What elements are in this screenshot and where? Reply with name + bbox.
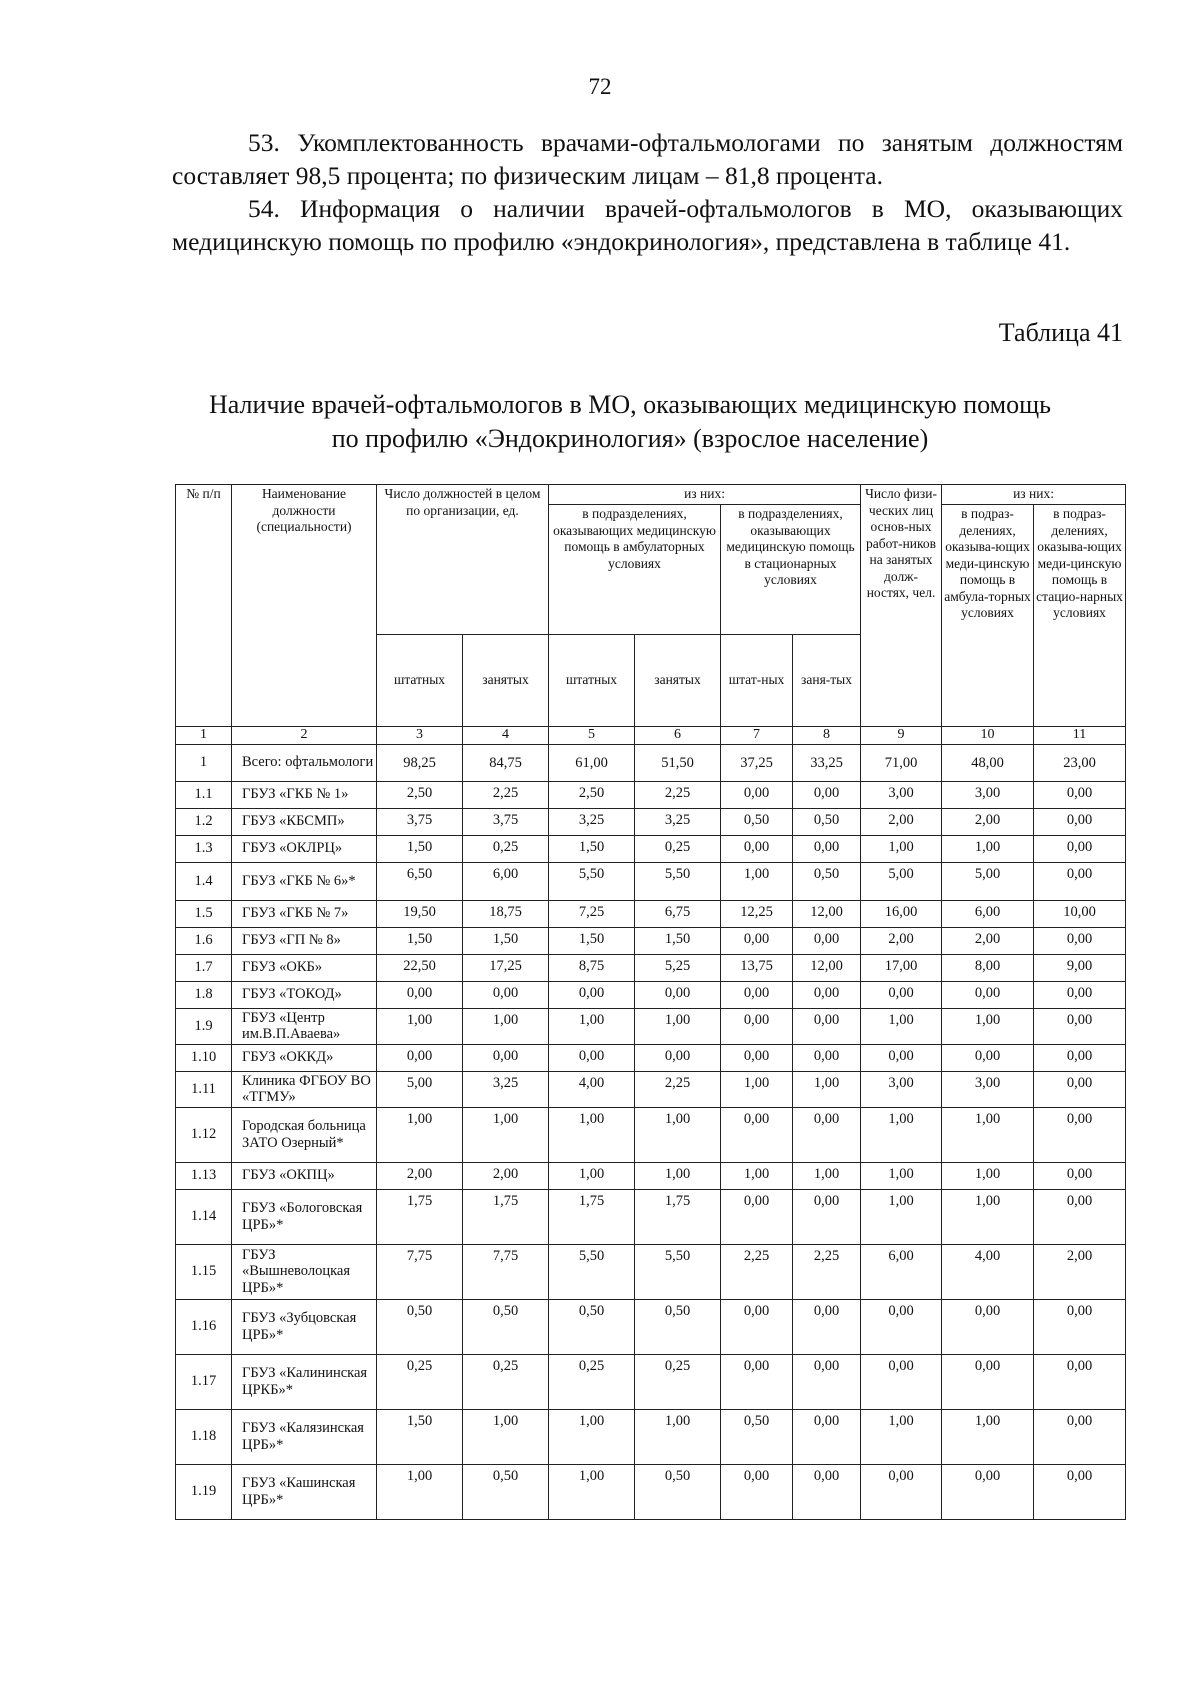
row-value: 0,50 [635, 1464, 721, 1519]
row-value: 1,50 [549, 927, 635, 954]
row-name: ГБУЗ «ОКЛРЦ» [232, 835, 377, 862]
row-value: 2,00 [861, 927, 942, 954]
row-value: 0,00 [1034, 835, 1126, 862]
table-row [176, 1071, 1126, 1107]
row-value: 0,00 [793, 1299, 861, 1354]
row-value: 6,50 [377, 862, 463, 900]
column-number: 5 [549, 727, 635, 745]
row-value: 0,50 [377, 1299, 463, 1354]
row-value: 1,00 [377, 1008, 463, 1044]
row-name: ГБУЗ «Бологовская ЦРБ»* [232, 1189, 377, 1244]
row-value: 12,00 [793, 954, 861, 981]
row-value: 1,75 [549, 1189, 635, 1244]
row-name: ГБУЗ «Кашинская ЦРБ»* [232, 1464, 377, 1519]
row-value: 0,00 [1034, 1354, 1126, 1409]
column-number: 2 [232, 727, 377, 745]
row-value: 0,00 [793, 981, 861, 1008]
row-value: 1,00 [635, 1409, 721, 1464]
header-occupied: занятых [635, 635, 721, 727]
row-value: 19,50 [377, 900, 463, 927]
column-number: 3 [377, 727, 463, 745]
table-row [176, 1299, 1126, 1354]
row-value: 1,00 [861, 1162, 942, 1189]
row-value: 1,00 [942, 1189, 1034, 1244]
row-value: 0,00 [1034, 927, 1126, 954]
row-value: 12,25 [721, 900, 793, 927]
column-number: 6 [635, 727, 721, 745]
row-value: 1,00 [793, 1162, 861, 1189]
table-row [176, 1409, 1126, 1464]
row-value: 0,00 [721, 1008, 793, 1044]
table-title-line-2: по профилю «Эндокринология» (взрослое население) [331, 424, 929, 453]
row-value: 3,75 [463, 808, 549, 835]
row-value: 1,75 [635, 1189, 721, 1244]
table-row [176, 954, 1126, 981]
row-value: 2,00 [463, 1162, 549, 1189]
row-value: 10,00 [1034, 900, 1126, 927]
row-value: 0,00 [1034, 1044, 1126, 1071]
row-value: 33,25 [793, 744, 861, 781]
row-name: ГБУЗ «ГКБ № 6»* [232, 862, 377, 900]
row-value: 2,25 [463, 781, 549, 808]
row-number: 1 [176, 744, 232, 781]
row-value: 0,00 [721, 981, 793, 1008]
row-value: 61,00 [549, 744, 635, 781]
table-row [176, 1008, 1126, 1044]
row-value: 3,75 [377, 808, 463, 835]
row-value: 0,00 [793, 1107, 861, 1162]
row-value: 0,00 [1034, 862, 1126, 900]
column-number: 9 [861, 727, 942, 745]
row-number: 1.14 [176, 1189, 232, 1244]
row-value: 1,00 [861, 1189, 942, 1244]
row-value: 0,00 [721, 1107, 793, 1162]
row-value: 1,50 [377, 927, 463, 954]
row-name: ГБУЗ «ОКПЦ» [232, 1162, 377, 1189]
header-occupied: занятых [463, 635, 549, 727]
row-value: 0,00 [549, 981, 635, 1008]
table-row [176, 808, 1126, 835]
row-value: 0,00 [942, 981, 1034, 1008]
header-staff: штатных [377, 635, 463, 727]
row-value: 1,50 [377, 1409, 463, 1464]
row-value: 0,00 [721, 1354, 793, 1409]
header-stationary: в подразделениях, оказывающих медицинскую помощь в стационарных условиях [721, 505, 861, 635]
header-total-positions: Число должностей в целом по организации, ед. [377, 485, 549, 635]
row-value: 0,00 [721, 1464, 793, 1519]
row-value: 0,00 [793, 1008, 861, 1044]
row-number: 1.12 [176, 1107, 232, 1162]
table-row [176, 1189, 1126, 1244]
row-value: 23,00 [1034, 744, 1126, 781]
row-value: 0,50 [635, 1299, 721, 1354]
row-name: ГБУЗ «ОККД» [232, 1044, 377, 1071]
paragraph-53: 53. Укомплектованность врачами-офтальмологами по занятым должностям составляет 98,5 процента; по физическим лицам – 81,8 процента. [172, 128, 1123, 190]
row-value: 2,00 [861, 808, 942, 835]
row-number: 1.15 [176, 1244, 232, 1299]
row-value: 51,50 [635, 744, 721, 781]
row-value: 0,00 [1034, 1299, 1126, 1354]
row-name: ГБУЗ «Зубцовская ЦРБ»* [232, 1299, 377, 1354]
table-title-line-1: Наличие врачей-офтальмологов в МО, оказывающих медицинскую помощь [209, 390, 1051, 419]
row-value: 1,00 [549, 1008, 635, 1044]
row-value: 7,75 [463, 1244, 549, 1299]
row-number: 1.4 [176, 862, 232, 900]
row-value: 1,00 [721, 1071, 793, 1107]
row-value: 1,00 [635, 1107, 721, 1162]
row-value: 1,00 [635, 1162, 721, 1189]
row-value: 0,00 [1034, 1409, 1126, 1464]
header-persons: Число физи-ческих лиц основ-ных работ-ников на занятых долж-ностях, чел. [861, 485, 942, 727]
row-value: 18,75 [463, 900, 549, 927]
row-value: 0,00 [1034, 808, 1126, 835]
column-number: 4 [463, 727, 549, 745]
row-value: 3,25 [549, 808, 635, 835]
table-row [176, 1464, 1126, 1519]
row-value: 1,00 [793, 1071, 861, 1107]
table-row [176, 927, 1126, 954]
row-value: 0,00 [793, 1409, 861, 1464]
row-value: 1,00 [861, 1107, 942, 1162]
row-value: 98,25 [377, 744, 463, 781]
row-value: 0,00 [377, 981, 463, 1008]
table-row [176, 1107, 1126, 1162]
row-value: 17,25 [463, 954, 549, 981]
row-number: 1.7 [176, 954, 232, 981]
table-row [176, 862, 1126, 900]
row-value: 0,00 [721, 1189, 793, 1244]
table-row [176, 781, 1126, 808]
row-value: 4,00 [549, 1071, 635, 1107]
row-value: 3,00 [942, 781, 1034, 808]
row-value: 0,25 [463, 835, 549, 862]
row-number: 1.11 [176, 1071, 232, 1107]
row-number: 1.5 [176, 900, 232, 927]
row-name: ГБУЗ «Центр им.В.П.Аваева» [232, 1008, 377, 1044]
row-value: 0,00 [721, 1044, 793, 1071]
row-value: 0,50 [793, 862, 861, 900]
row-value: 0,00 [377, 1044, 463, 1071]
header-persons-ambulatory: в подраз-делениях, оказыва-ющих меди-цинскую помощь в амбула-торных условиях [942, 505, 1034, 727]
row-name: ГБУЗ «Вышневолоцкая ЦРБ»* [232, 1244, 377, 1299]
row-value: 5,50 [549, 1244, 635, 1299]
row-value: 0,00 [793, 1464, 861, 1519]
row-value: 1,00 [721, 1162, 793, 1189]
row-value: 1,00 [942, 835, 1034, 862]
table-body [176, 744, 1126, 1519]
row-value: 0,00 [942, 1044, 1034, 1071]
row-value: 0,50 [463, 1299, 549, 1354]
row-value: 0,25 [377, 1354, 463, 1409]
row-value: 0,00 [1034, 1189, 1126, 1244]
row-value: 0,00 [793, 927, 861, 954]
row-value: 1,00 [861, 1409, 942, 1464]
row-name: ГБУЗ «ГКБ № 7» [232, 900, 377, 927]
row-value: 3,25 [635, 808, 721, 835]
row-value: 0,00 [463, 1044, 549, 1071]
row-value: 3,00 [861, 1071, 942, 1107]
row-value: 5,00 [377, 1071, 463, 1107]
row-value: 2,00 [1034, 1244, 1126, 1299]
row-number: 1.10 [176, 1044, 232, 1071]
row-value: 5,50 [549, 862, 635, 900]
row-value: 7,75 [377, 1244, 463, 1299]
row-value: 0,25 [635, 835, 721, 862]
row-value: 2,00 [377, 1162, 463, 1189]
row-name: ГБУЗ «Калининская ЦРКБ»* [232, 1354, 377, 1409]
row-value: 1,00 [549, 1162, 635, 1189]
header-ambulatory: в подразделениях, оказывающих медицинскую помощь в амбулаторных условиях [549, 505, 721, 635]
row-number: 1.13 [176, 1162, 232, 1189]
row-value: 1,00 [549, 1464, 635, 1519]
row-value: 2,25 [793, 1244, 861, 1299]
row-value: 0,00 [1034, 1071, 1126, 1107]
header-name: Наименование должности (специальности) [232, 485, 377, 727]
row-value: 71,00 [861, 744, 942, 781]
row-name: Всего: офтальмологи [232, 744, 377, 781]
row-value: 0,00 [635, 981, 721, 1008]
row-value: 48,00 [942, 744, 1034, 781]
row-value: 0,00 [861, 1354, 942, 1409]
row-value: 37,25 [721, 744, 793, 781]
row-value: 5,50 [635, 862, 721, 900]
row-value: 1,50 [463, 927, 549, 954]
column-number: 7 [721, 727, 793, 745]
table-row [176, 1162, 1126, 1189]
row-value: 9,00 [1034, 954, 1126, 981]
row-value: 0,50 [549, 1299, 635, 1354]
row-value: 1,00 [549, 1107, 635, 1162]
row-value: 2,25 [721, 1244, 793, 1299]
row-number: 1.1 [176, 781, 232, 808]
row-value: 8,75 [549, 954, 635, 981]
row-value: 13,75 [721, 954, 793, 981]
header-occupied-short: заня-тых [793, 635, 861, 727]
staffing-table [175, 484, 1126, 1520]
row-value: 1,00 [721, 862, 793, 900]
row-value: 0,00 [793, 781, 861, 808]
row-value: 1,75 [377, 1189, 463, 1244]
row-value: 3,00 [942, 1071, 1034, 1107]
row-name: ГБУЗ «ГКБ № 1» [232, 781, 377, 808]
row-name: ГБУЗ «ТОКОД» [232, 981, 377, 1008]
row-value: 5,50 [635, 1244, 721, 1299]
row-value: 0,00 [1034, 781, 1126, 808]
row-value: 0,00 [942, 1299, 1034, 1354]
row-value: 8,00 [942, 954, 1034, 981]
header-of-them-2: из них: [942, 485, 1126, 505]
row-value: 1,50 [377, 835, 463, 862]
row-value: 0,25 [463, 1354, 549, 1409]
table-row [176, 835, 1126, 862]
row-value: 1,00 [463, 1107, 549, 1162]
row-value: 0,00 [721, 927, 793, 954]
header-staff: штатных [549, 635, 635, 727]
column-number: 10 [942, 727, 1034, 745]
row-number: 1.6 [176, 927, 232, 954]
row-value: 1,75 [463, 1189, 549, 1244]
row-name: ГБУЗ «Калязинская ЦРБ»* [232, 1409, 377, 1464]
row-value: 2,25 [635, 781, 721, 808]
row-value: 0,25 [635, 1354, 721, 1409]
row-value: 5,25 [635, 954, 721, 981]
row-value: 0,00 [861, 981, 942, 1008]
row-name: Городская больница ЗАТО Озерный* [232, 1107, 377, 1162]
table-title [150, 388, 1110, 456]
table-row [176, 981, 1126, 1008]
row-value: 1,00 [377, 1464, 463, 1519]
row-value: 2,00 [942, 927, 1034, 954]
row-value: 5,00 [861, 862, 942, 900]
table-row [176, 900, 1126, 927]
row-name: Клиника ФГБОУ ВО «ТГМУ» [232, 1071, 377, 1107]
row-value: 0,50 [793, 808, 861, 835]
row-value: 1,00 [942, 1107, 1034, 1162]
column-number: 11 [1034, 727, 1126, 745]
row-value: 0,00 [1034, 1464, 1126, 1519]
row-name: ГБУЗ «КБСМП» [232, 808, 377, 835]
row-value: 1,00 [942, 1162, 1034, 1189]
row-value: 6,00 [861, 1244, 942, 1299]
row-value: 17,00 [861, 954, 942, 981]
row-value: 0,00 [721, 835, 793, 862]
row-value: 2,25 [635, 1071, 721, 1107]
row-value: 0,00 [463, 981, 549, 1008]
row-value: 0,00 [793, 835, 861, 862]
row-value: 0,00 [793, 1044, 861, 1071]
row-value: 2,50 [377, 781, 463, 808]
row-value: 1,00 [463, 1409, 549, 1464]
row-value: 4,00 [942, 1244, 1034, 1299]
row-value: 1,00 [635, 1008, 721, 1044]
row-value: 2,00 [942, 808, 1034, 835]
row-value: 0,00 [721, 781, 793, 808]
row-value: 5,00 [942, 862, 1034, 900]
row-value: 3,00 [861, 781, 942, 808]
row-value: 1,00 [861, 835, 942, 862]
row-number: 1.16 [176, 1299, 232, 1354]
row-value: 0,00 [793, 1189, 861, 1244]
row-number: 1.2 [176, 808, 232, 835]
row-value: 7,25 [549, 900, 635, 927]
row-value: 0,50 [721, 1409, 793, 1464]
paragraph-54: 54. Информация о наличии врачей-офтальмологов в МО, оказывающих медицинскую помощь по профилю «эндокринология», представлена в таблице 41. [172, 194, 1123, 256]
row-value: 1,00 [942, 1008, 1034, 1044]
row-number: 1.3 [176, 835, 232, 862]
header-persons-stationary: в подраз-делениях, оказыва-ющих меди-цинскую помощь в стацио-нарных условиях [1034, 505, 1126, 727]
row-value: 0,00 [1034, 1162, 1126, 1189]
row-value: 1,00 [549, 1409, 635, 1464]
row-value: 0,00 [635, 1044, 721, 1071]
row-value: 3,25 [463, 1071, 549, 1107]
row-value: 1,00 [942, 1409, 1034, 1464]
body-text [172, 126, 1123, 258]
row-value: 0,00 [549, 1044, 635, 1071]
row-value: 1,00 [861, 1008, 942, 1044]
row-value: 2,50 [549, 781, 635, 808]
row-value: 1,50 [549, 835, 635, 862]
row-number: 1.9 [176, 1008, 232, 1044]
column-number: 1 [176, 727, 232, 745]
row-value: 0,00 [721, 1299, 793, 1354]
row-value: 6,75 [635, 900, 721, 927]
row-number: 1.19 [176, 1464, 232, 1519]
page-number: 72 [588, 74, 612, 99]
row-number: 1.8 [176, 981, 232, 1008]
header-of-them: из них: [549, 485, 861, 505]
row-value: 1,00 [377, 1107, 463, 1162]
table-row [176, 744, 1126, 781]
header-staff-short: штат-ных [721, 635, 793, 727]
table-row [176, 1244, 1126, 1299]
row-value: 6,00 [463, 862, 549, 900]
row-value: 0,00 [861, 1464, 942, 1519]
table-label: Таблица 41 [998, 318, 1123, 347]
row-value: 0,00 [942, 1464, 1034, 1519]
row-value: 84,75 [463, 744, 549, 781]
row-value: 22,50 [377, 954, 463, 981]
row-value: 12,00 [793, 900, 861, 927]
row-value: 0,25 [549, 1354, 635, 1409]
row-value: 0,00 [1034, 1107, 1126, 1162]
row-name: ГБУЗ «ГП № 8» [232, 927, 377, 954]
row-value: 6,00 [942, 900, 1034, 927]
row-value: 0,00 [1034, 981, 1126, 1008]
row-number: 1.18 [176, 1409, 232, 1464]
row-value: 0,00 [942, 1354, 1034, 1409]
row-value: 0,50 [721, 808, 793, 835]
table-row [176, 1354, 1126, 1409]
row-value: 0,00 [861, 1299, 942, 1354]
row-number: 1.17 [176, 1354, 232, 1409]
row-value: 0,00 [793, 1354, 861, 1409]
row-value: 0,00 [861, 1044, 942, 1071]
column-number: 8 [793, 727, 861, 745]
table-row [176, 1044, 1126, 1071]
row-value: 16,00 [861, 900, 942, 927]
row-value: 1,50 [635, 927, 721, 954]
header-num: № п/п [176, 485, 232, 727]
row-name: ГБУЗ «ОКБ» [232, 954, 377, 981]
row-value: 1,00 [463, 1008, 549, 1044]
row-value: 0,50 [463, 1464, 549, 1519]
row-value: 0,00 [1034, 1008, 1126, 1044]
